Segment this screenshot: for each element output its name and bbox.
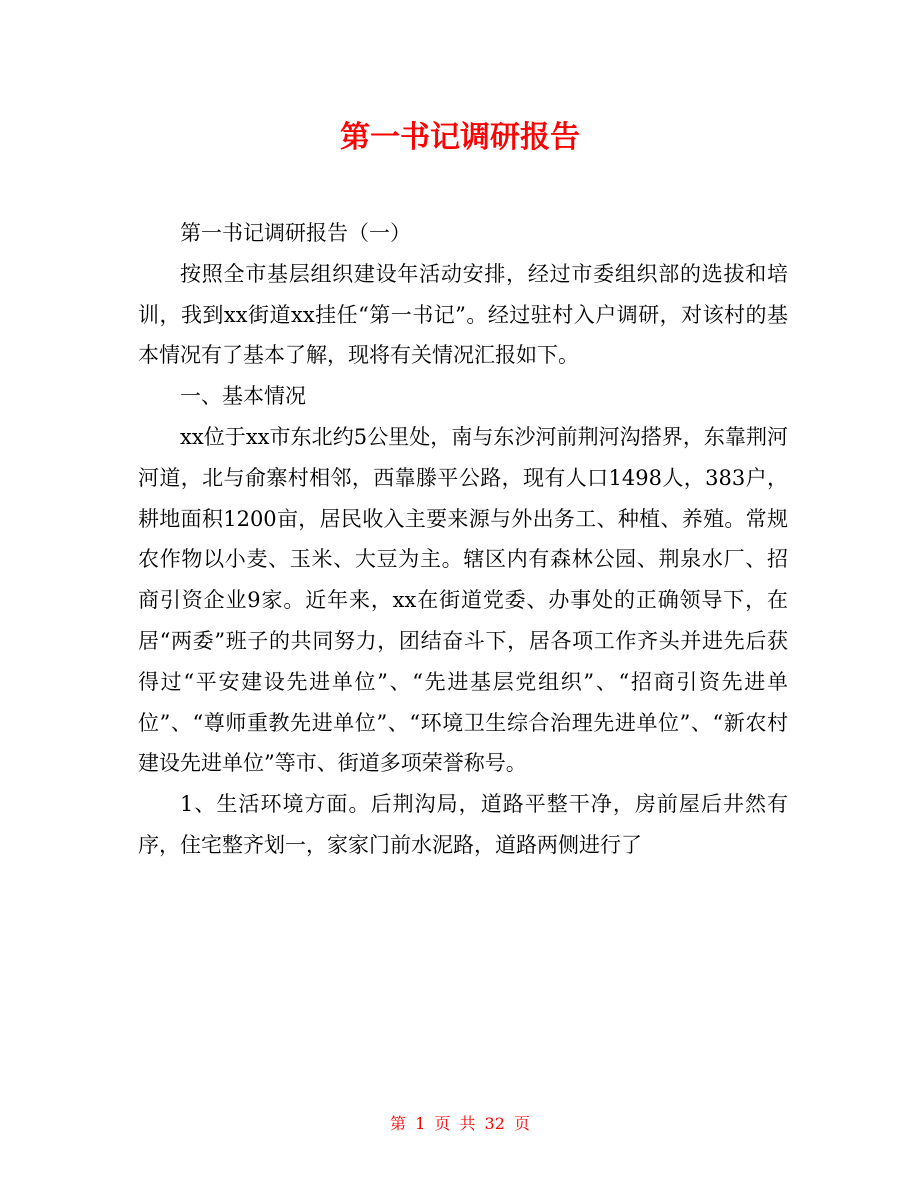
section-heading: 第一书记调研报告（一） (180, 221, 411, 245)
document-body (138, 213, 788, 866)
page-footer: 第 1 页 共 32 页 (390, 1114, 530, 1133)
basic-situation-heading: 一、基本情况 (180, 384, 306, 409)
basic-situation-paragraph: xx位于xx市东北约5公里处，南与东沙河前荆河沟搭界，东靠荆河河道，北与俞寨村相邻，西靠滕平公路，现有人口1498人，383户，耕地面积1200亩，居民收入主要来源与外出务工、种植、养殖。常规农作物以小麦、玉米、大豆为主。辖区内有森林公园、荆泉水厂、招商引资企业9家。近年来，xx在街道党委、办事处的正确领导下，在居“两委”班子的共同努力，团结奋斗下，居各项工作齐头并进先后获得过“平安建设先进单位”、“先进基层党组织”、“招商引资先进单位”、“尊师重教先进单位”、“环境卫生综合治理先进单位”、“新农村建设先进单位”等市、街道多项荣誉称号。 (138, 424, 788, 776)
living-environment-paragraph: 1、生活环境方面。后荆沟局，道路平整干净，房前屋后井然有序，住宅整齐划一，家家门前水泥路，道路两侧进行了 (138, 792, 788, 857)
page-title: 第一书记调研报告 (340, 120, 580, 155)
intro-paragraph: 按照全市基层组织建设年活动安排，经过市委组织部的选拔和培训，我到xx街道xx挂任“第一书记”。经过驻村入户调研，对该村的基本情况有了基本了解，现将有关情况汇报如下。 (138, 261, 788, 368)
